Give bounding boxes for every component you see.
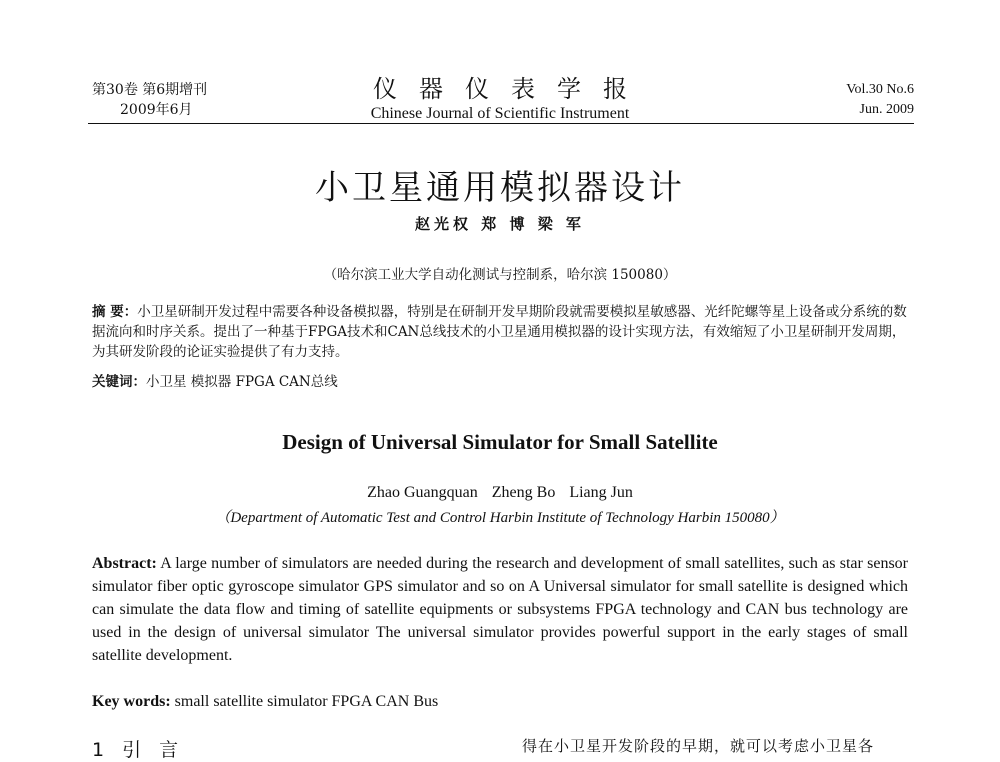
journal-title-en: Chinese Journal of Scientific Instrument (370, 105, 630, 122)
section-heading: 1 引 言 (92, 739, 185, 761)
author-en: Zhao Guangquan (367, 484, 478, 501)
abstract-cn-text: 小卫星研制开发过程中需要各种设备模拟器，特别是在研制开发早期阶段就需要模拟星敏感器、光纤陀螺等星上设备或分系统的数据流向和时序关系。提出了一种基于FPGA技术和CAN总线技术的小卫星通用模拟器的设计实现方法，有效缩短了小卫星研制开发周期，为其研发阶段的论证实验提供了有力支持。 (92, 304, 907, 360)
body-text-right: 得在小卫星开发阶段的早期，就可以考虑小卫星各 (522, 737, 875, 755)
header-rule (88, 123, 914, 124)
keywords-cn-label: 关键词： (92, 374, 146, 390)
abstract-en-label: Abstract: (92, 555, 157, 572)
journal-title-cn: 仪器仪表学报 (373, 75, 649, 103)
volume-info (846, 80, 914, 120)
abstract-en-text: A large number of simulators are needed during the research and development of small satellites, such as star sensor simulator fiber optic gyroscope simulator GPS simulator and so on A Universal simulator for small satellite is designed which can simulate the data flow and timing of satellite equipments or subsystems FPGA technology and CAN bus technology are used in the design of universal simulator The universal simulator provides powerful support in the early stages of small satellite development. (92, 555, 909, 664)
paper-title-en: Design of Universal Simulator for Small Satellite (282, 430, 718, 454)
keywords-cn-text: 小卫星 模拟器 FPGA CAN总线 (146, 374, 338, 390)
authors-en (0, 484, 1000, 502)
authors-cn: 赵光权 郑 博 梁 军 (415, 215, 585, 233)
author-en: Liang Jun (569, 484, 633, 501)
keywords-cn (92, 372, 908, 392)
issue-volume: 第30卷 第6期增刊 (92, 82, 208, 98)
abstract-cn (92, 302, 908, 362)
abstract-en (92, 552, 908, 667)
volume-date: Jun. 2009 (859, 102, 914, 117)
issue-date: 2009年6月 (120, 102, 193, 118)
keywords-en (92, 690, 908, 713)
keywords-en-label: Key words: (92, 693, 171, 710)
affiliation-cn: （哈尔滨工业大学自动化测试与控制系，哈尔滨 150080） (323, 267, 677, 283)
author-en: Zheng Bo (491, 484, 556, 501)
keywords-en-text: small satellite simulator FPGA CAN Bus (174, 693, 439, 710)
paper-title-cn: 小卫星通用模拟器设计 (315, 168, 685, 208)
volume-number: Vol.30 No.6 (846, 82, 914, 97)
affiliation-en: （Department of Automatic Test and Control Harbin Institute of Technology Harbin 150080） (215, 510, 785, 526)
abstract-cn-label: 摘 要： (92, 304, 138, 320)
